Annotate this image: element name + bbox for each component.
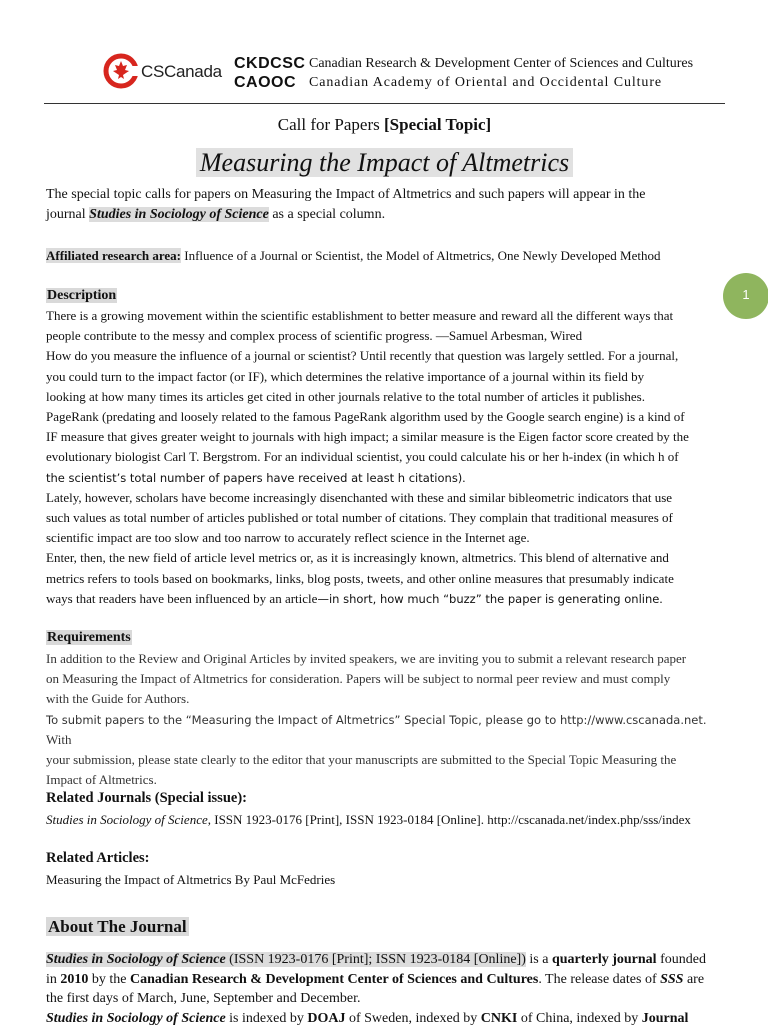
- cscanada-logo: [103, 53, 233, 93]
- related-journals-body: Studies in Sociology of Science, ISSN 1923-0176 [Print], ISSN 1923-0184 [Online]. http://cscanada.net/index.php/sss/index: [46, 812, 691, 827]
- org2-code: CAOOC: [234, 74, 297, 91]
- intro-paragraph: The special topic calls for papers on Measuring the Impact of Altmetrics and such papers will appear in the journal Studies in Sociology of Science as a special column.: [46, 187, 646, 222]
- document-title: Measuring the Impact of Altmetrics: [44, 148, 725, 178]
- description-heading: Description: [47, 288, 117, 303]
- org1-name: Canadian Research & Development Center of Sciences and Cultures: [309, 56, 694, 71]
- org2-name: Canadian Academy of Oriental and Occidental Culture: [309, 75, 663, 90]
- description-body: There is a growing movement within the scientific establishment to better measure and reward all the different ways that people contribute to the messy and complex process of scientific progress. —Samuel Arbesman, Wired How do you measure the influence of a journal or scientist? Until recently that question was largely settled. For a journal, you could turn to the impact factor (or IF), which determines the relative importance of a journal within its field by looking at how many times its articles get cited in other journals relative to the total number of articles it publishes. PageRank (predating and loosely related to the famous PageRank algorithm used by the Google search engine) is a kind of IF measure that gives greater weight to journals with high impact; a similar measure is the Eigen factor score created by the evolutionary biologist Carl T. Bergstrom. For an individual scientist, you could calculate his or her h-index (in which h of the scientist’s total number of papers have received at least h citations). Lately, however, scholars have become increasingly disenchanted with these and similar bibleometric indicators that use such values as total number of articles published or total number of citations. They complain that traditional measures of scientific impact are too slow and too narrow to accurately reflect science in the Internet age. Enter, then, the new field of article level metrics or, as it is increasingly known, altmetrics. This blend of alternative and metrics refers to tools based on bookmarks, links, blog posts, tweets, and other online measures that presumably indicate ways that readers have been influenced by an article—in short, how much “buzz” the paper is generating online.: [46, 308, 689, 606]
- affiliated-research-area: Affiliated research area: Influence of a Journal or Scientist, the Model of Altmetrics, One Newly Developed Method: [46, 248, 661, 263]
- related-journals-heading: Related Journals (Special issue):: [46, 790, 247, 806]
- special-topic-label: [Special Topic]: [384, 115, 492, 134]
- maple-leaf-logo-icon: [103, 53, 139, 89]
- about-heading: About The Journal: [48, 917, 187, 936]
- requirements-body: In addition to the Review and Original Articles by invited speakers, we are inviting you to submit a relevant research paper on Measuring the Impact of Altmetrics for consideration. Papers will be subject to normal peer review and must comply with the Guide for Authors. To submit papers to the “Measuring the Impact of Altmetrics” Special Topic, please go to http://www.cscanada.net. With your submission, please state clearly to the editor that your manuscripts are submitted to the Special Topic Measuring the Impact of Altmetrics.: [46, 651, 707, 788]
- logo-text: CSCanada: [141, 62, 222, 81]
- call-for-papers: Call for Papers [Special Topic]: [277, 115, 492, 134]
- page-number-badge[interactable]: 1: [723, 273, 768, 319]
- header-divider: [44, 103, 725, 104]
- about-body: Studies in Sociology of Science (ISSN 1923-0176 [Print]; ISSN 1923-0184 [Online]) is a quarterly journal founded in 2010 by the Canadian Research & Development Center of Sciences and Cultures. The release dates of SSS are the first days of March, June, September and December. Studies in Sociology of Science is indexed by DOAJ of Sweden, indexed by CNKI of China, indexed by Journal: [46, 952, 706, 1026]
- journal-name: Studies in Sociology of Science: [89, 207, 269, 222]
- org1-code: CKDCSC: [234, 55, 306, 72]
- requirements-heading: Requirements: [47, 630, 131, 645]
- related-articles-heading: Related Articles:: [46, 850, 150, 866]
- related-article-item: Measuring the Impact of Altmetrics By Paul McFedries: [46, 872, 336, 887]
